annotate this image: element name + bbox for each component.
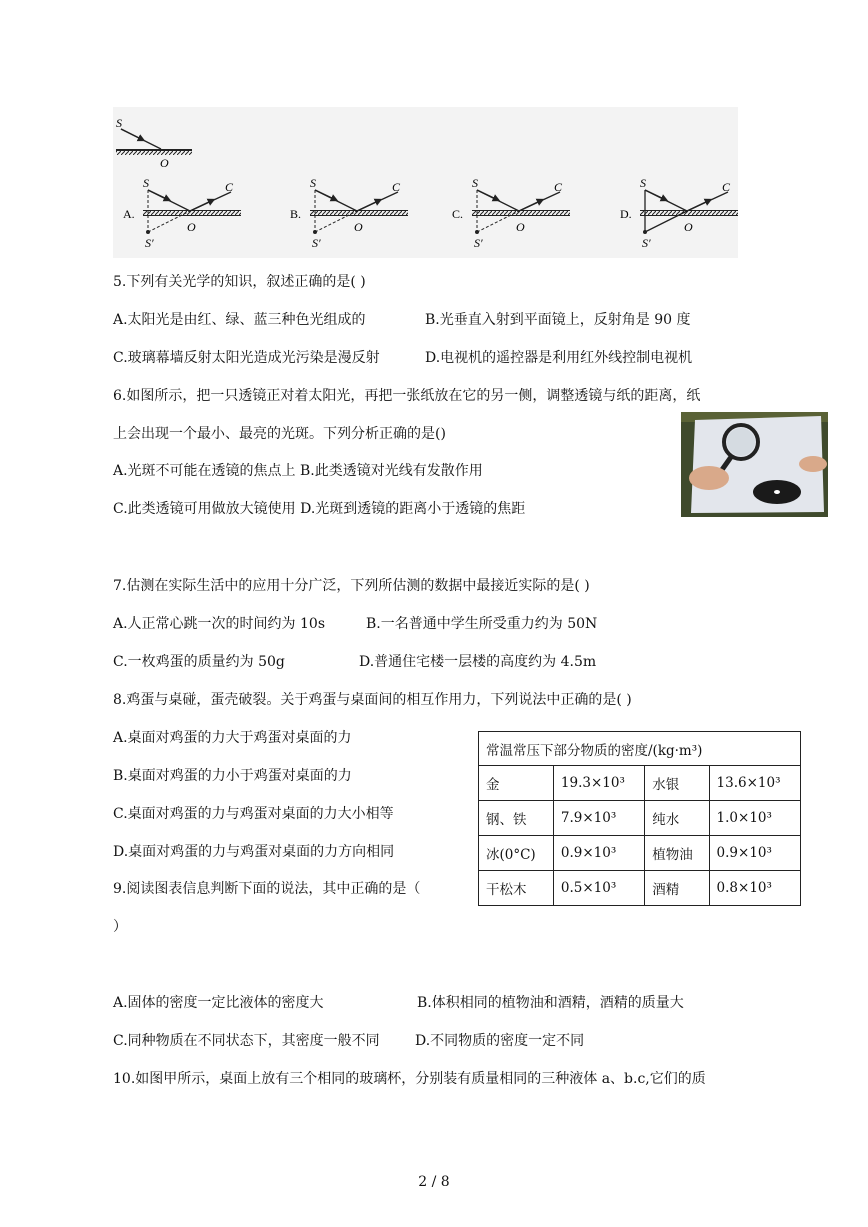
option-a-diagram xyxy=(123,176,241,250)
option-d-diagram xyxy=(620,176,738,250)
svg-text:B.: B. xyxy=(290,207,302,221)
option-letter: A. xyxy=(123,207,135,221)
q5-option-b: B.光垂直入射到平面镜上，反射角是 90 度 xyxy=(425,312,691,328)
q8-option-c: C.桌面对鸡蛋的力与鸡蛋对桌面的力大小相等 xyxy=(113,806,394,822)
q9-stem-line2: ） xyxy=(113,919,127,935)
top-diagram xyxy=(116,116,192,170)
q5-stem: 5.下列有关光学的知识，叙述正确的是( ) xyxy=(113,274,366,290)
page-number: 2 / 8 xyxy=(418,1174,450,1190)
q8-option-b: B.桌面对鸡蛋的力小于鸡蛋对桌面的力 xyxy=(113,768,352,784)
svg-text:C: C xyxy=(722,180,731,194)
svg-text:S: S xyxy=(310,176,316,190)
q9-option-d: D.不同物质的密度一定不同 xyxy=(415,1033,585,1049)
svg-text:S′: S′ xyxy=(145,236,154,250)
q6-stem-line2: 上会出现一个最小、最亮的光斑。下列分析正确的是() xyxy=(113,426,446,442)
q9-option-c: C.同种物质在不同状态下，其密度一般不同 xyxy=(113,1033,380,1049)
svg-text:S′: S′ xyxy=(312,236,321,250)
svg-text:O: O xyxy=(187,220,196,234)
q8-stem: 8.鸡蛋与桌碰，蛋壳破裂。关于鸡蛋与桌面间的相互作用力，下列说法中正确的是( ) xyxy=(113,692,632,708)
svg-text:S: S xyxy=(640,176,646,190)
density-table xyxy=(478,731,801,906)
svg-text:D.: D. xyxy=(620,207,632,221)
svg-text:S′: S′ xyxy=(474,236,483,250)
svg-text:S: S xyxy=(472,176,478,190)
q7-stem: 7.估测在实际生活中的应用十分广泛，下列所估测的数据中最接近实际的是( ) xyxy=(113,578,590,594)
q9-option-a: A.固体的密度一定比液体的密度大 xyxy=(113,995,324,1011)
svg-text:O: O xyxy=(354,220,363,234)
label-s: S xyxy=(116,116,122,130)
svg-text:S′: S′ xyxy=(642,236,651,250)
q7-option-c: C.一枚鸡蛋的质量约为 50g xyxy=(113,654,285,670)
q8-option-d: D.桌面对鸡蛋的力与鸡蛋对桌面的力方向相同 xyxy=(113,844,395,860)
q9-option-b: B.体积相同的植物油和酒精，酒精的质量大 xyxy=(417,995,684,1011)
q6-options-cd: C.此类透镜可用做放大镜使用 D.光斑到透镜的距离小于透镜的焦距 xyxy=(113,501,526,517)
q10-stem: 10.如图甲所示，桌面上放有三个相同的玻璃杯，分别装有质量相同的三种液体 a、b.c,它们的质 xyxy=(113,1071,706,1087)
svg-text:S: S xyxy=(143,176,149,190)
table-row: 金 19.3×10³ 水银 13.6×10³ xyxy=(479,766,801,801)
option-c-diagram xyxy=(452,176,570,250)
svg-text:C: C xyxy=(554,180,563,194)
label-o: O xyxy=(160,156,169,170)
q9-stem-line1: 9.阅读图表信息判断下面的说法，其中正确的是（ xyxy=(113,881,421,897)
svg-text:C: C xyxy=(225,180,234,194)
q6-options-ab: A.光斑不可能在透镜的焦点上 B.此类透镜对光线有发散作用 xyxy=(113,463,483,479)
q7-option-d: D.普通住宅楼一层楼的高度约为 4.5m xyxy=(359,654,597,670)
q8-option-a: A.桌面对鸡蛋的力大于鸡蛋对桌面的力 xyxy=(113,730,352,746)
svg-text:C.: C. xyxy=(452,207,464,221)
svg-text:C: C xyxy=(392,180,401,194)
table-row: 钢、铁 7.9×10³ 纯水 1.0×10³ xyxy=(479,801,801,836)
q7-option-b: B.一名普通中学生所受重力约为 50N xyxy=(366,616,598,632)
q5-option-a: A.太阳光是由红、绿、蓝三种色光组成的 xyxy=(113,312,366,328)
reflection-figure xyxy=(113,107,738,258)
table-row: 冰(0°C) 0.9×10³ 植物油 0.9×10³ xyxy=(479,836,801,871)
lens-photo xyxy=(681,412,828,517)
density-table-title: 常温常压下部分物质的密度/(kg·m³) xyxy=(479,732,801,766)
q5-option-c: C.玻璃幕墙反射太阳光造成光污染是漫反射 xyxy=(113,350,380,366)
svg-text:O: O xyxy=(684,220,693,234)
q5-option-d: D.电视机的遥控器是利用红外线控制电视机 xyxy=(425,350,693,366)
option-b-diagram xyxy=(290,176,408,250)
table-row: 干松木 0.5×10³ 酒精 0.8×10³ xyxy=(479,871,801,906)
svg-text:O: O xyxy=(516,220,525,234)
q7-option-a: A.人正常心跳一次的时间约为 10s xyxy=(113,616,326,632)
q6-stem-line1: 6.如图所示，把一只透镜正对着太阳光，再把一张纸放在它的另一侧，调整透镜与纸的距离，纸 xyxy=(113,388,701,404)
